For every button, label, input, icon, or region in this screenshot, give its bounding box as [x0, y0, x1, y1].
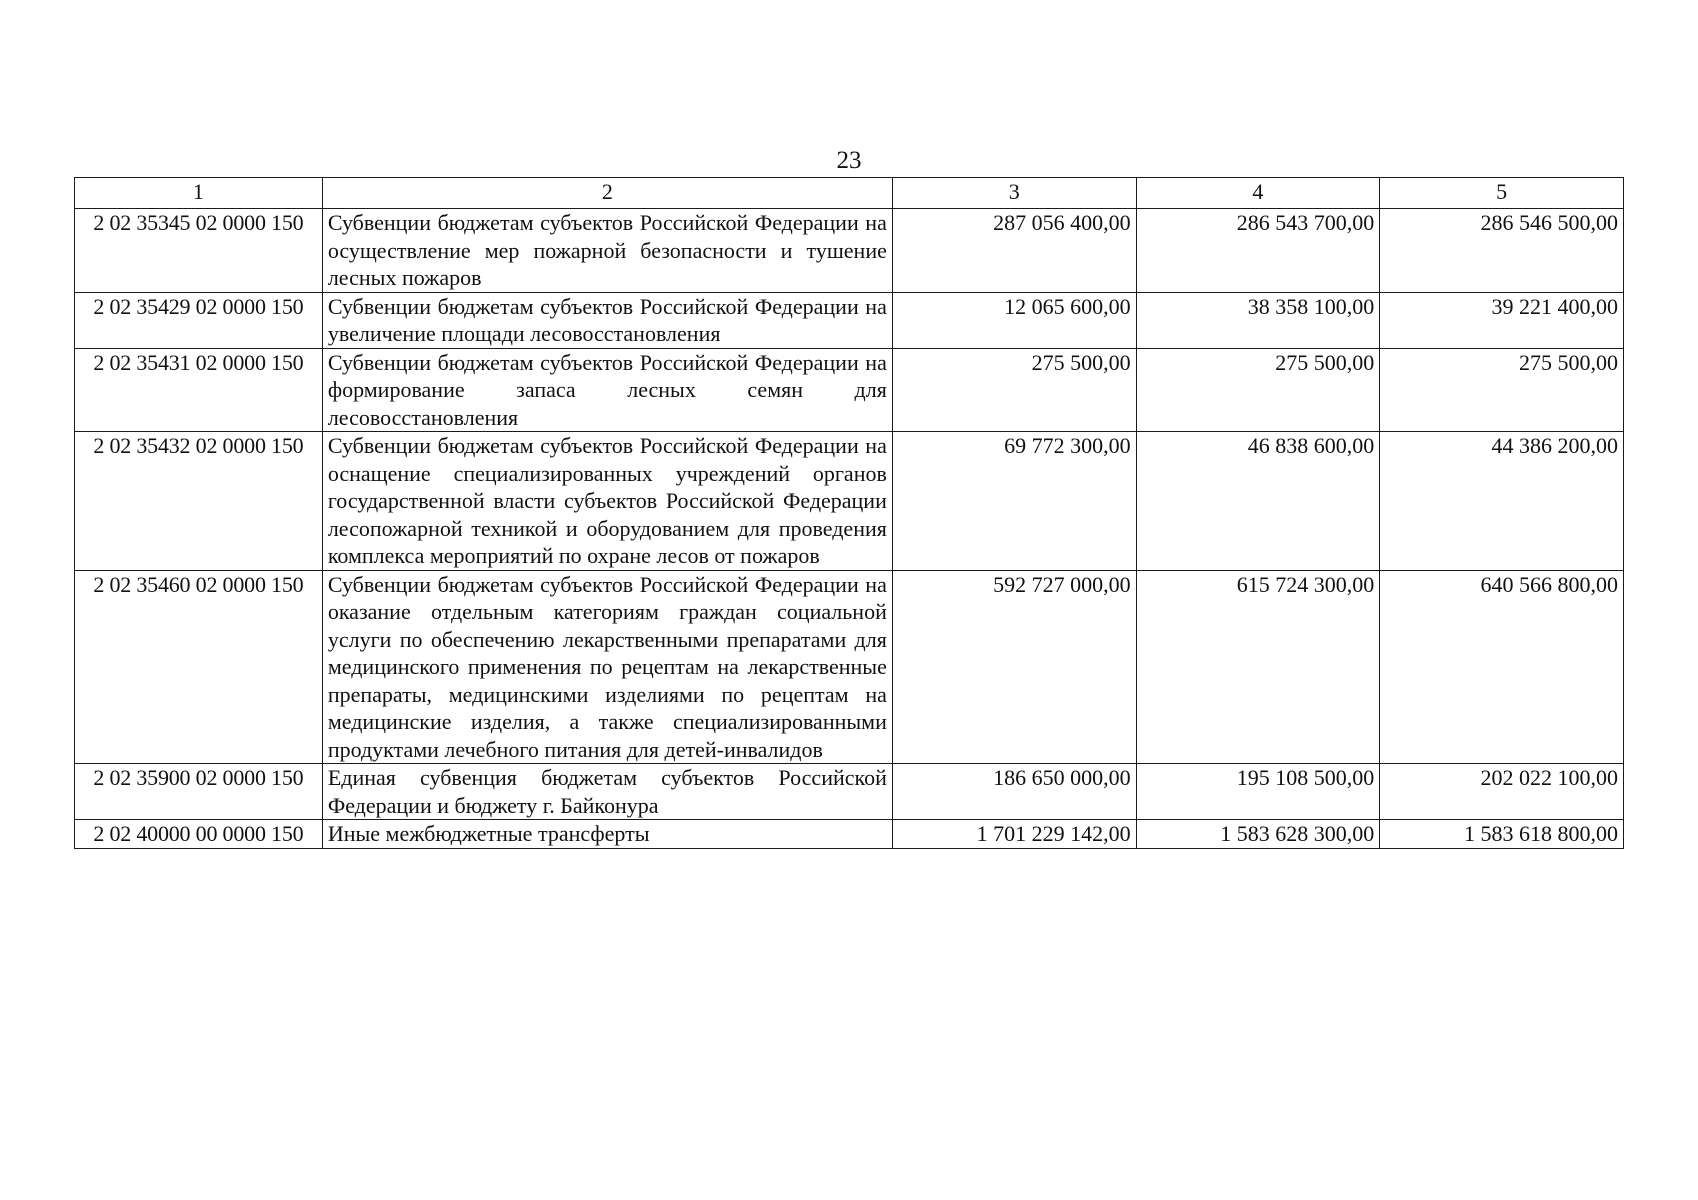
- amount-column-5-cell: 202 022 100,00: [1380, 764, 1624, 820]
- column-number-row: [75, 178, 1624, 209]
- description-cell: Иные межбюджетные трансферты: [322, 820, 892, 849]
- amount-column-4-cell: 46 838 600,00: [1136, 432, 1380, 571]
- description-cell: Субвенции бюджетам субъектов Российской Федерации на осуществление мер пожарной безопасности и тушение лесных пожаров: [322, 209, 892, 293]
- description-cell: Субвенции бюджетам субъектов Российской Федерации на увеличение площади лесовосстановления: [322, 292, 892, 348]
- amount-column-5-cell: 640 566 800,00: [1380, 570, 1624, 764]
- amount-column-4-cell: 1 583 628 300,00: [1136, 820, 1380, 849]
- table-row: [75, 209, 1624, 293]
- amount-column-5-cell: 1 583 618 800,00: [1380, 820, 1624, 849]
- table-row: [75, 292, 1624, 348]
- amount-column-4-cell: 275 500,00: [1136, 348, 1380, 432]
- table-row: [75, 348, 1624, 432]
- column-number-4: 4: [1136, 178, 1380, 209]
- budget-code-cell: 2 02 35429 02 0000 150: [75, 292, 323, 348]
- amount-column-3-cell: 287 056 400,00: [892, 209, 1136, 293]
- budget-code-cell: 2 02 35345 02 0000 150: [75, 209, 323, 293]
- amount-column-5-cell: 44 386 200,00: [1380, 432, 1624, 571]
- column-number-2: 2: [322, 178, 892, 209]
- column-number-3: 3: [892, 178, 1136, 209]
- amount-column-3-cell: 1 701 229 142,00: [892, 820, 1136, 849]
- budget-code-cell: 2 02 35431 02 0000 150: [75, 348, 323, 432]
- amount-column-3-cell: 592 727 000,00: [892, 570, 1136, 764]
- amount-column-3-cell: 275 500,00: [892, 348, 1136, 432]
- amount-column-4-cell: 38 358 100,00: [1136, 292, 1380, 348]
- table-row: [75, 764, 1624, 820]
- amount-column-5-cell: 275 500,00: [1380, 348, 1624, 432]
- table-row: [75, 820, 1624, 849]
- amount-column-4-cell: 615 724 300,00: [1136, 570, 1380, 764]
- amount-column-4-cell: 286 543 700,00: [1136, 209, 1380, 293]
- amount-column-3-cell: 12 065 600,00: [892, 292, 1136, 348]
- budget-code-cell: 2 02 35432 02 0000 150: [75, 432, 323, 571]
- description-cell: Единая субвенция бюджетам субъектов Российской Федерации и бюджету г. Байконура: [322, 764, 892, 820]
- column-number-1: 1: [75, 178, 323, 209]
- budget-revenue-table: [74, 177, 1624, 849]
- amount-column-3-cell: 186 650 000,00: [892, 764, 1136, 820]
- amount-column-5-cell: 286 546 500,00: [1380, 209, 1624, 293]
- amount-column-4-cell: 195 108 500,00: [1136, 764, 1380, 820]
- table-row: [75, 570, 1624, 764]
- description-cell: Субвенции бюджетам субъектов Российской Федерации на формирование запаса лесных семян для лесовосстановления: [322, 348, 892, 432]
- page-number: 23: [836, 147, 862, 174]
- amount-column-5-cell: 39 221 400,00: [1380, 292, 1624, 348]
- description-cell: Субвенции бюджетам субъектов Российской Федерации на оказание отдельным категориям граждан социальной услуги по обеспечению лекарственными препаратами для медицинского применения по рецептам на лекарственные препараты, медицинскими изделиями по рецептам на медицинские изделия, а также специализированными продуктами лечебного питания для детей-инвалидов: [322, 570, 892, 764]
- budget-code-cell: 2 02 35900 02 0000 150: [75, 764, 323, 820]
- amount-column-3-cell: 69 772 300,00: [892, 432, 1136, 571]
- budget-code-cell: 2 02 40000 00 0000 150: [75, 820, 323, 849]
- column-number-5: 5: [1380, 178, 1624, 209]
- budget-code-cell: 2 02 35460 02 0000 150: [75, 570, 323, 764]
- description-cell: Субвенции бюджетам субъектов Российской Федерации на оснащение специализированных учреждений органов государственной власти субъектов Российской Федерации лесопожарной техникой и оборудованием для проведения комплекса мероприятий по охране лесов от пожаров: [322, 432, 892, 571]
- table-row: [75, 432, 1624, 571]
